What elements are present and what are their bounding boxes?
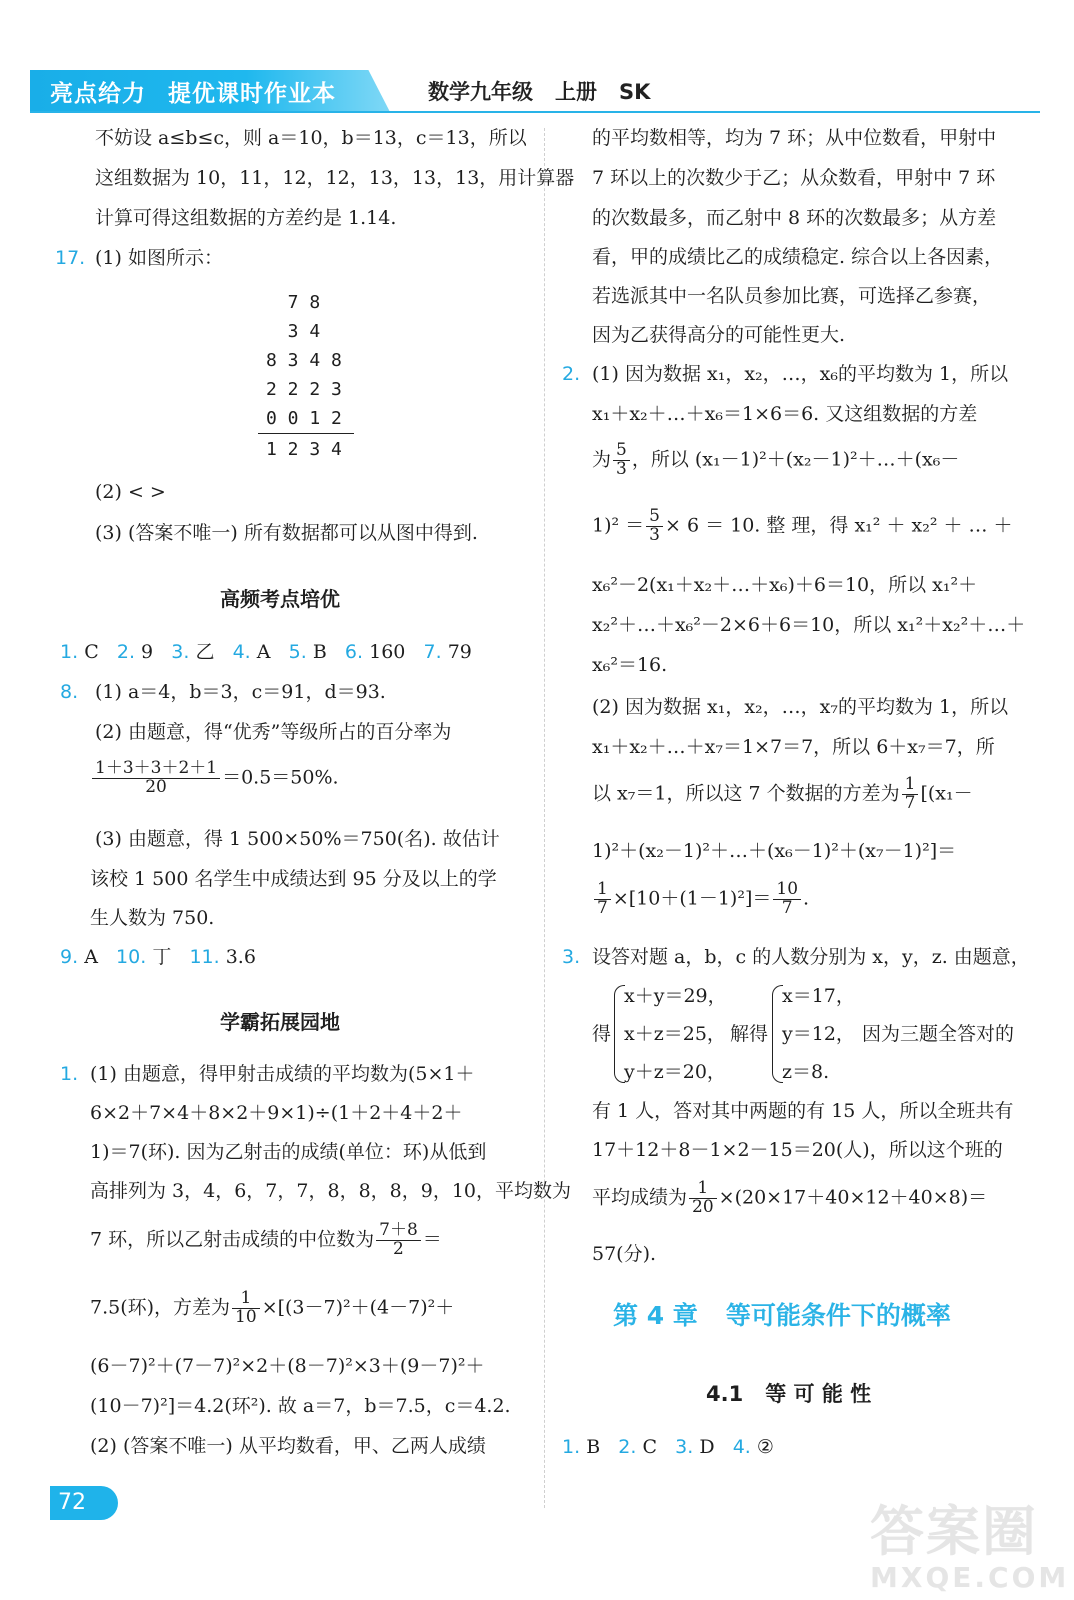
answer-value: 160	[369, 641, 406, 663]
answer-value: 79	[447, 641, 472, 663]
question-number: 2.	[562, 363, 581, 385]
text-line: 1)²＋(x₂－1)²＋…＋(x₆－1)²＋(x₇－1)²]＝	[592, 840, 957, 862]
question-number: 1.	[60, 1063, 79, 1085]
answer-value: ②	[756, 1436, 774, 1458]
answer-number: 10.	[116, 946, 147, 968]
text-line: 生人数为 750.	[90, 907, 215, 929]
equation: z＝8.	[782, 1061, 830, 1083]
brand-subtitle: 提优课时作业本	[168, 81, 336, 107]
answer-value: C	[84, 641, 99, 663]
fraction: $\frac{10}{7}$	[773, 881, 801, 918]
equation: x＋y＝29，	[624, 985, 727, 1007]
text-line: (10－7)²]＝4.2(环²). 故 a＝7，b＝7.5，c＝4.2.	[90, 1395, 511, 1417]
text-line: 6×2＋7×4＋8×2＋9×1)÷(1＋2＋4＋2＋	[90, 1102, 463, 1124]
subsection-title: 等 可 能 性	[765, 1382, 872, 1406]
subject-label: 数学九年级	[428, 80, 533, 104]
chapter-heading	[613, 1296, 951, 1332]
header-book-info	[428, 76, 650, 106]
text-jiede: 解得	[730, 1023, 769, 1045]
fraction: $\frac{1}{7}$	[902, 776, 919, 813]
formula-line: 7 环，所以乙射击成绩的中位数为 $\frac{7+8}{2}$ ＝	[90, 1220, 442, 1259]
answer-number: 9.	[60, 946, 79, 968]
text-line: x₂²＋…＋x₆²－2×6＋6＝10，所以 x₁²＋x₂²＋…＋	[592, 614, 1026, 636]
answer-number: 4.	[232, 641, 251, 663]
answer-number: 2.	[618, 1436, 637, 1458]
text-line: x₁＋x₂＋…＋x₆＝1×6＝6. 又这组数据的方差	[592, 403, 978, 425]
text-line: 计算可得这组数据的方差约是 1.14.	[95, 207, 397, 229]
text-line: (2) < >	[95, 481, 166, 503]
text-line: 因为三题全答对的	[862, 1023, 1015, 1045]
answer-value: A	[256, 641, 271, 663]
stem-row: 3 4	[266, 321, 321, 342]
chapter-title: 等可能条件下的概率	[725, 1301, 951, 1330]
answer-value: 9	[141, 641, 154, 663]
chapter-number: 第 4 章	[613, 1301, 698, 1330]
text-line: (1) 如图所示：	[95, 247, 223, 269]
answer-value: B	[312, 641, 327, 663]
header-rule	[30, 111, 1040, 113]
text-line: (2) 由题意，得“优秀”等级所占的百分率为	[95, 721, 452, 743]
text-line: 7 环以上的次数少于乙；从众数看，甲射中 7 环	[592, 167, 996, 189]
formula-line: 7.5(环)，方差为 $\frac{1}{10}$ ×[(3－7)²＋(4－7)²＋	[90, 1288, 455, 1327]
fraction: $\frac{7+8}{2}$	[376, 1222, 421, 1259]
text-line: 看，甲的成绩比乙的成绩稳定. 综合以上各因素，	[592, 246, 1004, 268]
formula-line: 平均成绩为 $\frac{1}{20}$ ×(20×17＋40×12＋40×8)＝	[592, 1178, 988, 1217]
answer-number: 4.	[732, 1436, 751, 1458]
fraction: $\frac{1}{7}$	[594, 881, 611, 918]
stem-row: 0 0 1 2	[266, 408, 342, 429]
text-line: x₆²＝16.	[592, 654, 668, 676]
formula-line: 以 x₇＝1，所以这 7 个数据的方差为 $\frac{1}{7}$ [(x₁－	[592, 774, 973, 813]
formula-line: 1)² ＝ $\frac{5}{3}$ × 6 ＝ 10. 整 理，得 x₁² ＋ x₂² ＋ … ＋	[592, 506, 1013, 545]
fraction: $\frac{1}{10}$	[232, 1290, 260, 1327]
text-line: (2) 因为数据 x₁，x₂，…，x₇的平均数为 1，所以	[592, 696, 1009, 718]
question-number: 8.	[60, 681, 79, 703]
edition-label: SK	[619, 80, 651, 104]
answer-value: D	[699, 1436, 715, 1458]
subsection-heading	[706, 1378, 871, 1408]
text-line: 高排列为 3，4，6，7，7，8，8，8，9，10，平均数为	[90, 1180, 572, 1202]
text-line: 的平均数相等，均为 7 环；从中位数看，甲射中	[592, 127, 997, 149]
stem-row: 2 2 2 3	[266, 379, 342, 400]
volume-label: 上册	[555, 80, 597, 104]
formula-line: $\frac{1}{7}$ ×[10＋(1－1)²]＝ $\frac{10}{7}$ .	[592, 881, 809, 918]
answer-number: 3.	[675, 1436, 694, 1458]
stem-row: 8 3 4 8	[266, 350, 342, 371]
brand-title: 亮点给力	[50, 81, 146, 107]
text-line: (3) (答案不唯一) 所有数据都可以从图中得到.	[95, 522, 478, 544]
text-line: (1) 由题意，得甲射击成绩的平均数为(5×1＋	[90, 1063, 475, 1085]
text-line: 1)＝7(环). 因为乙射击的成绩(单位：环)从低到	[90, 1141, 487, 1163]
text-de: 得	[592, 1023, 612, 1045]
fraction: $\frac{1}{20}$	[689, 1180, 717, 1217]
fraction: $\frac{1+3+3+2+1}{20}$	[92, 760, 220, 797]
answer-number: 1.	[562, 1436, 581, 1458]
stem-row: 1 2 3 4	[266, 439, 342, 460]
answer-value: C	[642, 1436, 658, 1458]
text-line: 的次数最多，而乙射中 8 环的次数最多；从方差	[592, 207, 997, 229]
text-line: 57(分).	[592, 1243, 657, 1265]
stem-row: 7 8	[266, 292, 321, 313]
text-line: (1) a＝4，b＝3，c＝91，d＝93.	[95, 681, 386, 703]
page-number: 72	[50, 1486, 118, 1520]
stem-divider-line	[258, 433, 354, 434]
text-line: 这组数据为 10，11，12，12，13，13，13，用计算器	[95, 167, 575, 189]
answer-value: 丁	[152, 946, 172, 968]
text-line: (1) 因为数据 x₁，x₂，…，x₆的平均数为 1，所以	[592, 363, 1009, 385]
formula-line: $\frac{1+3+3+2+1}{20}$ ＝0.5＝50%.	[90, 760, 339, 797]
watermark-site: MXQE.COM	[870, 1561, 1070, 1594]
header-brand	[50, 75, 336, 108]
fraction: $\frac{5}{3}$	[646, 508, 663, 545]
watermark-main: 答案圈	[870, 1500, 1038, 1563]
text-line: (2) (答案不唯一) 从平均数看，甲、乙两人成绩	[90, 1435, 486, 1457]
question-number: 17.	[55, 247, 86, 269]
answer-row	[60, 948, 256, 967]
text-line: 该校 1 500 名学生中成绩达到 95 分及以上的学	[90, 868, 497, 890]
answer-number: 6.	[344, 641, 364, 663]
text-line: (3) 由题意，得 1 500×50%＝750(名). 故估计	[95, 828, 500, 850]
text-line: 有 1 人，答对其中两题的有 15 人，所以全班共有	[592, 1100, 1014, 1122]
text-line: x₁＋x₂＋…＋x₇＝1×7＝7，所以 6＋x₇＝7，所	[592, 736, 995, 758]
answer-number: 11.	[189, 946, 220, 968]
answer-value: 乙	[195, 641, 215, 663]
column-divider	[544, 128, 545, 1508]
fraction: $\frac{5}{3}$	[613, 442, 630, 479]
answer-number: 3.	[171, 641, 190, 663]
answer-number: 1.	[60, 641, 79, 663]
text-line: (6－7)²＋(7－7)²×2＋(8－7)²×3＋(9－7)²＋	[90, 1355, 485, 1377]
section-heading: 学霸拓展园地	[220, 1010, 340, 1034]
answer-row	[60, 643, 472, 662]
answer-row	[562, 1438, 774, 1457]
equation: x＝17，	[782, 985, 855, 1007]
answer-value: B	[586, 1436, 601, 1458]
formula-line: 为 $\frac{5}{3}$ ，所以 (x₁－1)²＋(x₂－1)²＋…＋(x₆－	[592, 440, 960, 479]
section-heading: 高频考点培优	[220, 587, 340, 611]
equation: x＋z＝25，	[624, 1023, 726, 1045]
equation: y＝12，	[782, 1023, 855, 1045]
answer-value: 3.6	[225, 946, 256, 968]
text-line: 若选派其中一名队员参加比赛，可选择乙参赛，	[592, 285, 992, 307]
answer-number: 7.	[423, 641, 442, 663]
text-line: 17＋12＋8－1×2－15＝20(人)，所以这个班的	[592, 1139, 1003, 1161]
text-line: 设答对题 a，b，c 的人数分别为 x，y，z. 由题意，	[592, 946, 1030, 968]
text-line: 因为乙获得高分的可能性更大.	[592, 324, 846, 346]
equation: y＋z＝20，	[624, 1061, 726, 1083]
answer-value: A	[84, 946, 98, 968]
answer-number: 2.	[116, 641, 135, 663]
subsection-number: 4.1	[706, 1382, 744, 1406]
question-number: 3.	[562, 946, 581, 968]
watermark	[870, 1500, 1070, 1594]
text-line: x₆²－2(x₁＋x₂＋…＋x₆)＋6＝10，所以 x₁²＋	[592, 574, 978, 596]
answer-number: 5.	[288, 641, 307, 663]
text-line: 不妨设 a≤b≤c，则 a＝10，b＝13，c＝13，所以	[95, 127, 527, 149]
